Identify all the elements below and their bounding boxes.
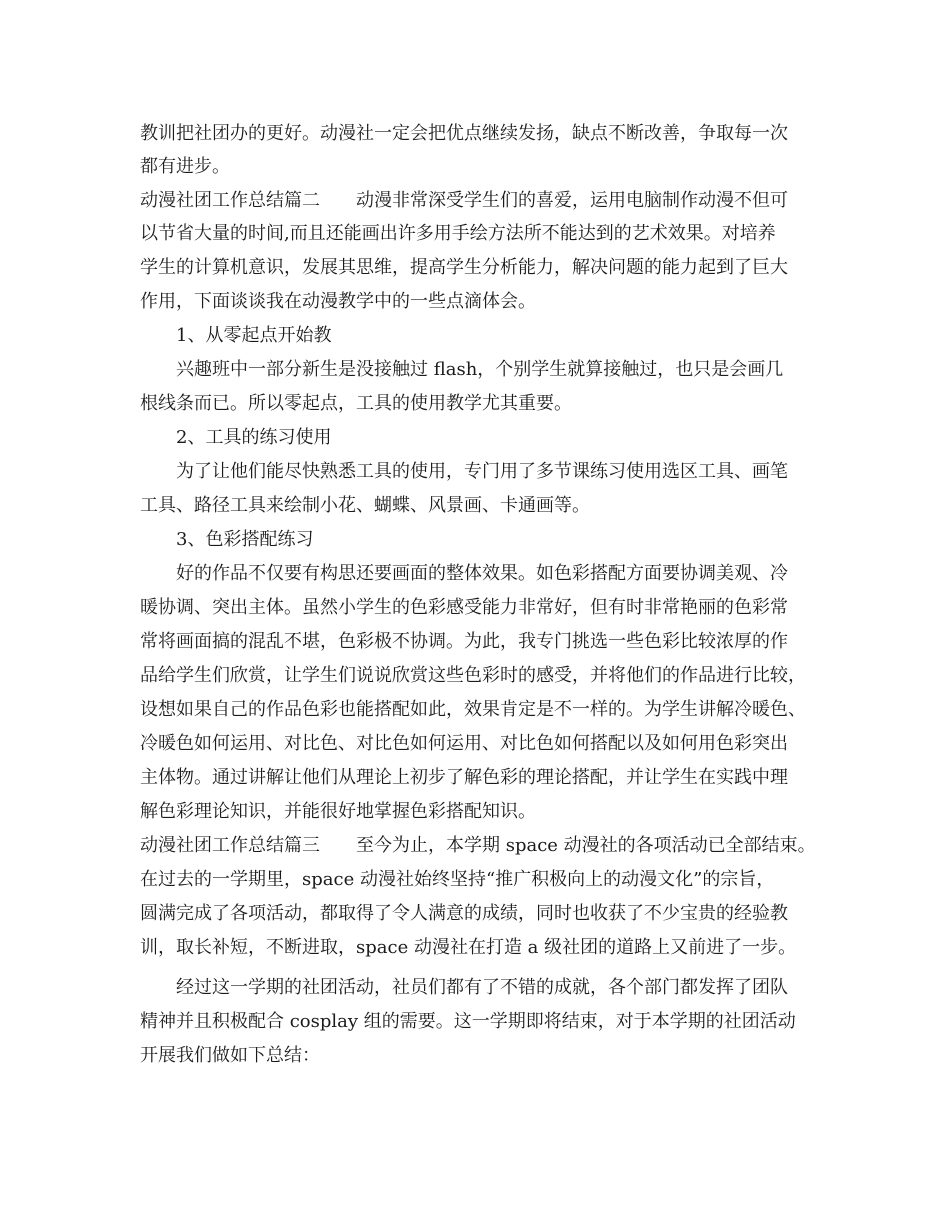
text-line: 教训把社团办的更好。动漫社一定会把优点继续发扬，缺点不断改善，争取每一次: [140, 123, 788, 144]
text-line: 解色彩理论知识，并能很好地掌握色彩搭配知识。: [140, 801, 536, 822]
text-line: 设想如果自己的作品色彩也能搭配如此，效果肯定是不一样的。为学生讲解冷暖色、: [140, 699, 806, 720]
text-line: 圆满完成了各项活动，都取得了令人满意的成绩，同时也收获了不少宝贵的经验教: [140, 903, 788, 924]
text-line: 精神并且积极配合 cosplay 组的需要。这一学期即将结束，对于本学期的社团活动: [140, 1011, 796, 1032]
text-line: 根线条而已。所以零起点，工具的使用教学尤其重要。: [140, 393, 572, 414]
text-line: 主体物。通过讲解让他们从理论上初步了解色彩的理论搭配，并让学生在实践中理: [140, 767, 788, 788]
text-line: 都有进步。: [140, 156, 230, 177]
section-heading-line: 动漫社团工作总结篇二 动漫非常深受学生们的喜爱，运用电脑制作动漫不但可: [140, 190, 788, 211]
text-line: 训，取长补短，不断进取，space 动漫社在打造 a 级社团的道路上又前进了一步。: [140, 937, 797, 958]
text-line: 开展我们做如下总结：: [140, 1045, 320, 1066]
text-line: 在过去的一学期里，space 动漫社始终坚持“推广积极向上的动漫文化”的宗旨，: [140, 869, 775, 890]
text-line: 暖协调、突出主体。虽然小学生的色彩感受能力非常好，但有时非常艳丽的色彩常: [140, 597, 788, 618]
numbered-heading: 2、工具的练习使用: [176, 427, 332, 448]
text-line: 经过这一学期的社团活动，社员们都有了不错的成就，各个部门都发挥了团队: [176, 977, 788, 998]
text-line: 为了让他们能尽快熟悉工具的使用，专门用了多节课练习使用选区工具、画笔: [176, 461, 788, 482]
text-line: 兴趣班中一部分新生是没接触过 flash，个别学生就算接触过，也只是会画几: [176, 359, 784, 380]
text-line: 以节省大量的时间,而且还能画出许多用手绘方法所不能达到的艺术效果。对培养: [140, 223, 776, 244]
text-line: 品给学生们欣赏，让学生们说说欣赏这些色彩时的感受，并将他们的作品进行比较，: [140, 665, 806, 686]
text-line: 好的作品不仅要有构思还要画面的整体效果。如色彩搭配方面要协调美观、冷: [176, 563, 788, 584]
text-line: 作用，下面谈谈我在动漫教学中的一些点滴体会。: [140, 291, 536, 312]
text-line: 常将画面搞的混乱不堪，色彩极不协调。为此，我专门挑选一些色彩比较浓厚的作: [140, 631, 788, 652]
section-heading-line: 动漫社团工作总结篇三 至今为止，本学期 space 动漫社的各项活动已全部结束。: [140, 835, 816, 856]
numbered-heading: 3、色彩搭配练习: [176, 529, 314, 550]
text-line: 学生的计算机意识，发展其思维，提高学生分析能力，解决问题的能力起到了巨大: [140, 257, 788, 278]
numbered-heading: 1、从零起点开始教: [176, 325, 332, 346]
text-line: 冷暖色如何运用、对比色、对比色如何运用、对比色如何搭配以及如何用色彩突出: [140, 733, 788, 754]
text-line: 工具、路径工具来绘制小花、蝴蝶、风景画、卡通画等。: [140, 495, 590, 516]
